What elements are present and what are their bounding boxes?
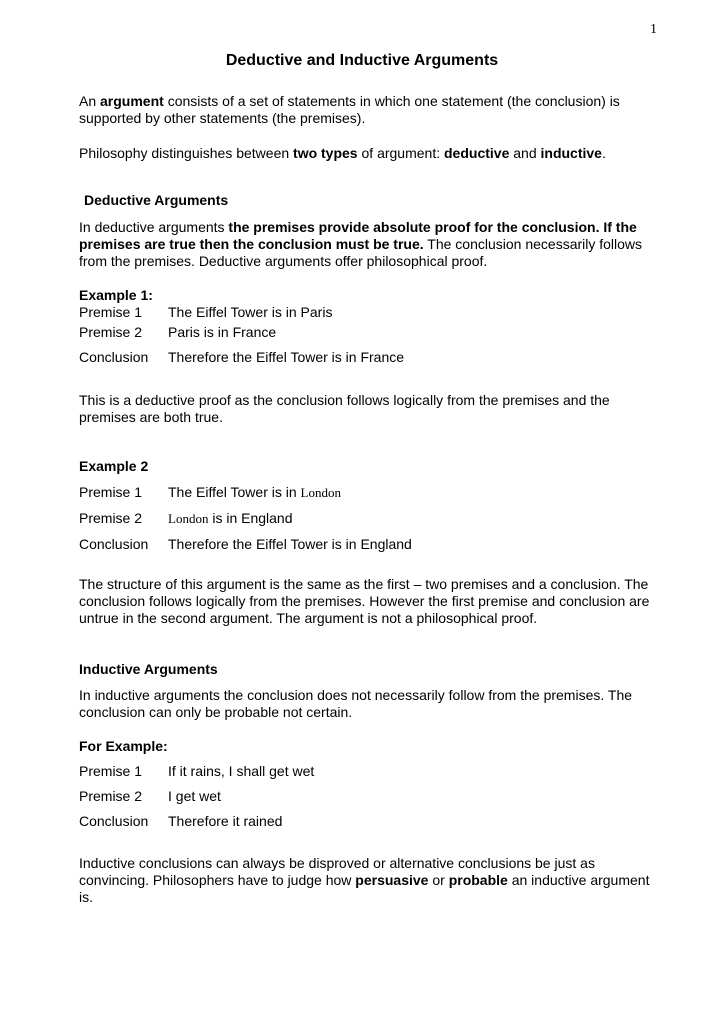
inductive-heading: Inductive Arguments <box>79 661 218 677</box>
inductive-paragraph: In inductive arguments the conclusion does not necessarily follow from the premises. The conclusion can only be probable not certain. <box>79 687 633 720</box>
row-text: Therefore the Eiffel Tower is in England <box>168 536 412 552</box>
row-label: Conclusion <box>79 349 149 365</box>
page-number: 1 <box>650 22 657 37</box>
row-label: Conclusion <box>79 536 149 552</box>
row-label: Premise 2 <box>79 788 143 804</box>
row-text: I get wet <box>168 788 221 804</box>
row-label: Premise 1 <box>79 304 143 320</box>
row-text: If it rains, I shall get wet <box>168 763 315 779</box>
row-label: Premise 1 <box>79 484 143 500</box>
example1-heading: Example 1: <box>79 287 153 303</box>
row-text: Paris is in France <box>168 324 277 340</box>
example1-note: This is a deductive proof as the conclusion follows logically from the premises and the premises are both true. <box>79 392 610 425</box>
inductive-example-heading: For Example: <box>79 738 168 754</box>
row-label: Premise 2 <box>79 324 143 340</box>
deductive-heading: Deductive Arguments <box>84 192 229 208</box>
row-label: Premise 2 <box>79 510 143 526</box>
row-text: Therefore the Eiffel Tower is in France <box>168 349 405 365</box>
example2-heading: Example 2 <box>79 458 149 474</box>
intro-paragraph: An argument consists of a set of statements in which one statement (the conclusion) is supported by other statements (the premises). <box>79 93 620 126</box>
example2-note: The structure of this argument is the same as the first – two premises and a conclusion. The conclusion follows logically from the premises. However the first premise and conclusion are untrue in the second argument. The argument is not a philosophical proof. <box>79 576 650 626</box>
row-text: The Eiffel Tower is in Paris <box>168 304 333 320</box>
row-text: The Eiffel Tower is in London <box>168 484 341 500</box>
deductive-paragraph: In deductive arguments the premises provide absolute proof for the conclusion. If the premises are true then the conclusion must be true. The conclusion necessarily follows from the premises. Deductive arguments offer philosophical proof. <box>79 219 643 269</box>
row-text: London is in England <box>168 510 293 526</box>
row-text: Therefore it rained <box>168 813 283 829</box>
document-title: Deductive and Inductive Arguments <box>225 52 499 69</box>
closing-paragraph: Inductive conclusions can always be disproved or alternative conclusions be just as convincing. Philosophers have to judge how persuasive or probable an inductive argument is. <box>79 855 650 905</box>
row-label: Premise 1 <box>79 763 143 779</box>
types-paragraph: Philosophy distinguishes between two types of argument: deductive and inductive. <box>79 145 606 161</box>
row-label: Conclusion <box>79 813 149 829</box>
